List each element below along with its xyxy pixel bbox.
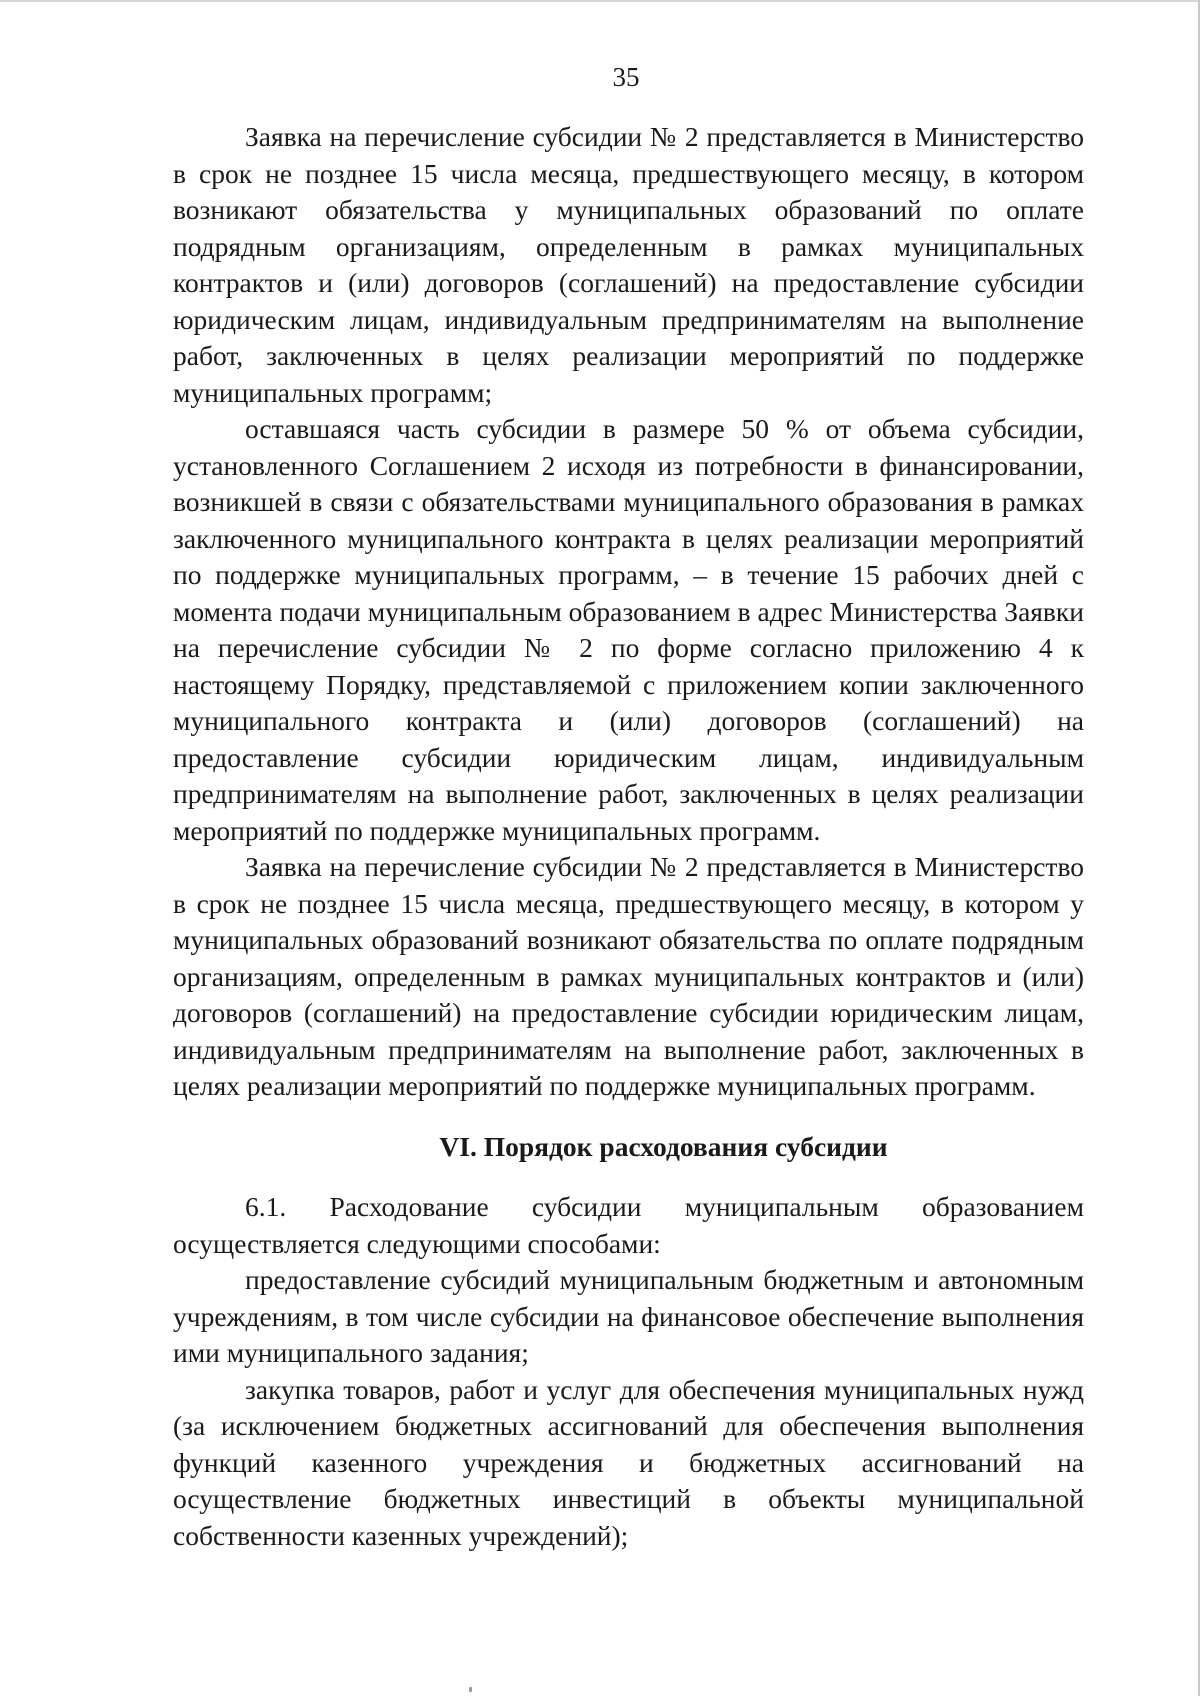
paragraph-clause-6-1: 6.1. Расходование субсидии муниципальным образованием осуществляется следующими способами: [173, 1191, 1084, 1259]
scan-edge-top [0, 0, 1200, 2]
paragraph-application-deadline: Заявка на перечисление субсидии № 2 представляется в Министерство в срок не позднее 15 числа месяца, предшествующего месяцу, в котором возникают обязательства у муниципальных образований по оплате подрядным организациям, определенным в рамках муниципальных контрактов и (или) договоров (соглашений) на предоставление субсидии юридическим лицам, индивидуальным предпринимателям на выполнение работ, заключенных в целях реализации мероприятий по поддержке муниципальных программ; [173, 121, 1084, 408]
body-text [173, 119, 1084, 1554]
paragraph-application-deadline-repeat: Заявка на перечисление субсидии № 2 представляется в Министерство в срок не позднее 15 числа месяца, предшествующего месяцу, в котором у муниципальных образований возникают обязательства по оплате подрядным организациям, определенным в рамках муниципальных контрактов и (или) договоров (соглашений) на предоставление субсидии юридическим лицам, индивидуальным предпринимателям на выполнение работ, заключенных в целях реализации мероприятий по поддержке муниципальных программ. [173, 851, 1084, 1101]
scan-speck [469, 1687, 472, 1692]
paragraph-remaining-subsidy: оставшаяся часть субсидии в размере 50 % от объема субсидии, установленного Соглашением 2 исходя из потребности в финансировании, возникшей в связи с обязательствами муниципального образования в рамках заключенного муниципального контракта в целях реализации мероприятий по поддержке муниципальных программ, – в течение 15 рабочих дней с момента подачи муниципальным образованием в адрес Министерства Заявки на перечисление субсидии № 2 по форме согласно приложению 4 к настоящему Порядку, представляемой с приложением копии заключенного муниципального контракта и (или) договоров (соглашений) на предоставление субсидии юридическим лицам, индивидуальным предпринимателям на выполнение работ, заключенных в целях реализации мероприятий по поддержке муниципальных программ. [173, 413, 1084, 846]
paragraph-subsidies-to-institutions: предоставление субсидий муниципальным бюджетным и автономным учреждениям, в том числе субсидии на финансовое обеспечение выполнения ими муниципального задания; [173, 1264, 1084, 1368]
section-heading: VI. Порядок расходования субсидии [439, 1130, 888, 1162]
page-number: 35 [612, 62, 640, 92]
paragraph-procurement: закупка товаров, работ и услуг для обеспечения муниципальных нужд (за исключением бюджетных ассигнований для обеспечения выполнения функций казенного учреждения и бюджетных ассигнований на осуществление бюджетных инвестиций в объекты муниципальной собственности казенных учреждений); [173, 1373, 1084, 1551]
